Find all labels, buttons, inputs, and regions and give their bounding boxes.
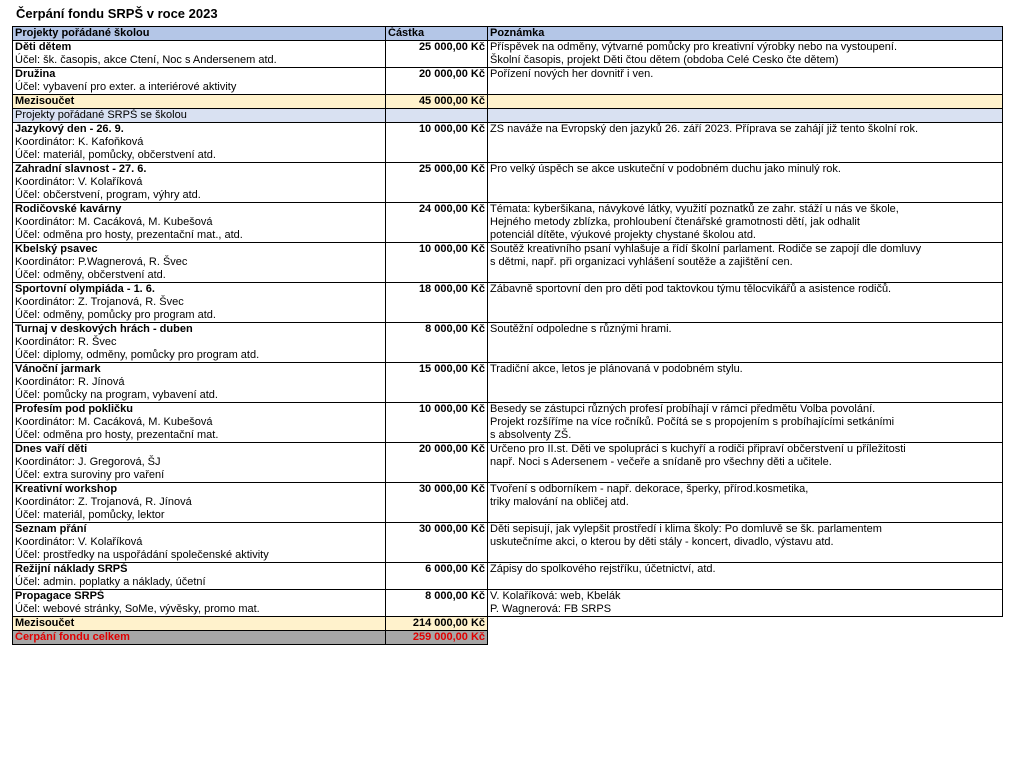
project-name: Kbelský psavec (15, 243, 98, 255)
project-amount: 24 000,00 Kč (386, 203, 488, 243)
subtotal-row-label: Mezisoučet (13, 95, 386, 109)
project-detail: Koordinátor: J. Gregorová, ŠJ (15, 456, 161, 468)
note-line: uskutečníme akci, o kterou by děti stály - koncert, divadlo, výstavu atd. (490, 536, 834, 548)
project-row (13, 483, 1003, 523)
project-note (488, 323, 1003, 363)
project-amount: 25 000,00 Kč (386, 163, 488, 203)
note-line: Zábavně sportovní den pro děti pod taktovkou týmu tělocvikářů a asistence rodičů. (490, 283, 892, 295)
project-name: Profesím pod pokličku (15, 403, 133, 415)
project-note (488, 163, 1003, 203)
note-line: Soutěž kreativního psaní vyhlašuje a řídí školní parlament. Rodiče se zapojí dle domluvy (490, 243, 922, 255)
project-note (488, 41, 1003, 68)
project-note (488, 203, 1003, 243)
project-detail: Koordinátor: R. Jínová (15, 376, 125, 388)
note-line: Školní časopis, projekt Děti čtou dětem (obdoba Celé Cesko čte dětem) (490, 54, 839, 66)
project-amount: 15 000,00 Kč (386, 363, 488, 403)
project-detail: Koordinátor: Z. Trojanová, R. Jínová (15, 496, 192, 508)
project-detail: Koordinátor: K. Kafoňková (15, 136, 144, 148)
project-row (13, 590, 1003, 617)
note-line: Pořízení nových her dovnitř i ven. (490, 68, 654, 80)
note-line: s dětmi, např. při organizaci vyhlášení soutěže a zajištění cen. (490, 256, 793, 268)
project-row (13, 163, 1003, 203)
note-line: Pro velký úspěch se akce uskuteční v podobném duchu jako minulý rok. (490, 163, 841, 175)
project-amount: 8 000,00 Kč (386, 323, 488, 363)
project-detail: Účel: občerstvení, program, výhry atd. (15, 189, 201, 201)
project-name: Zahradní slavnost - 27. 6. (15, 163, 147, 175)
subtotal-row-note (488, 95, 1003, 109)
project-row (13, 443, 1003, 483)
project-row (13, 323, 1003, 363)
project-cell (13, 483, 386, 523)
project-cell (13, 323, 386, 363)
note-line: Hejného metody zblízka, prohloubení čtenářské gramotnosti dětí, jak odhalit (490, 216, 860, 228)
project-detail: Účel: šk. časopis, akce Ctení, Noc s Andersenem atd. (15, 54, 277, 66)
project-detail: Koordinátor: V. Kolaříková (15, 536, 143, 548)
subtotal-row-2-note (488, 617, 1003, 631)
project-note (488, 590, 1003, 617)
project-note (488, 243, 1003, 283)
project-row (13, 203, 1003, 243)
project-name: Turnaj v deskových hrách - duben (15, 323, 193, 335)
note-line: Tradiční akce, letos je plánovaná v podobném stylu. (490, 363, 743, 375)
project-name: Kreativní workshop (15, 483, 118, 495)
project-amount: 10 000,00 Kč (386, 243, 488, 283)
note-line: Příspěvek na odměny, výtvarné pomůcky pro kreativní výrobky nebo na vystoupení. (490, 41, 897, 53)
page-title: Čerpání fondu SRPŠ v roce 2023 (16, 6, 218, 21)
project-row (13, 403, 1003, 443)
note-line: triky malování na obličej atd. (490, 496, 629, 508)
project-detail: Účel: pomůcky na program, vybavení atd. (15, 389, 218, 401)
section-amount (386, 109, 488, 123)
project-name: Režijní náklady SRPŠ (15, 563, 128, 575)
project-note (488, 363, 1003, 403)
project-cell (13, 68, 386, 95)
note-line: Besedy se zástupci různých profesí probíhají v rámci předmětu Volba povolání. (490, 403, 876, 415)
note-line: Témata: kyberšikana, návykové látky, využití poznatků ze zahr. stáží u nás ve škole, (490, 203, 899, 215)
note-line: Zápisy do spolkového rejstříku, účetnictví, atd. (490, 563, 716, 575)
note-line: Projekt rozšíříme na více ročníků. Počítá se s propojením s probíhajícími setkáními (490, 416, 895, 428)
project-detail: Koordinátor: M. Cacáková, M. Kubešová (15, 416, 213, 428)
project-note (488, 123, 1003, 163)
project-note (488, 523, 1003, 563)
project-name: Rodičovské kavárny (15, 203, 122, 215)
project-note (488, 68, 1003, 95)
project-detail: Koordinátor: V. Kolaříková (15, 176, 143, 188)
project-name: Děti dětem (15, 41, 72, 53)
project-detail: Účel: odměny, občerstvení atd. (15, 269, 166, 281)
note-line: P. Wagnerová: FB SRPS (490, 603, 612, 615)
subtotal-row-2-amount: 214 000,00 Kč (386, 617, 488, 631)
grand-total-row (13, 631, 1003, 645)
project-detail: Koordinátor: P.Wagnerová, R. Švec (15, 256, 188, 268)
project-amount: 10 000,00 Kč (386, 123, 488, 163)
project-amount: 10 000,00 Kč (386, 403, 488, 443)
project-detail: Účel: prostředky na uspořádání společenské aktivity (15, 549, 269, 561)
project-cell (13, 243, 386, 283)
project-detail: Účel: materiál, pomůcky, občerstvení atd. (15, 149, 216, 161)
project-detail: Účel: odměna pro hosty, prezentační mat. (15, 429, 219, 441)
project-amount: 30 000,00 Kč (386, 483, 488, 523)
note-line: Tvoření s odborníkem - např. dekorace, šperky, přírod.kosmetika, (490, 483, 809, 495)
project-row (13, 523, 1003, 563)
project-name: Propagace SRPŠ (15, 590, 105, 602)
project-name: Družina (15, 68, 56, 80)
project-cell (13, 443, 386, 483)
project-detail: Koordinátor: M. Cacáková, M. Kubešová (15, 216, 213, 228)
note-line: Děti sepisují, jak vylepšit prostředí i klima školy: Po domluvě se šk. parlamentem (490, 523, 882, 535)
project-detail: Účel: vybavení pro exter. a interiérové aktivity (15, 81, 237, 93)
grand-total-row-label: Čerpání fondu celkem (13, 631, 386, 645)
project-detail: Účel: webové stránky, SoMe, vývěsky, promo mat. (15, 603, 260, 615)
budget-table (12, 26, 1003, 645)
project-detail: Účel: materiál, pomůcky, lektor (15, 509, 165, 521)
project-name: Jazykový den - 26. 9. (15, 123, 124, 135)
subtotal-row-2-label: Mezisoučet (13, 617, 386, 631)
project-row (13, 363, 1003, 403)
project-amount: 18 000,00 Kč (386, 283, 488, 323)
project-cell (13, 563, 386, 590)
project-row (13, 41, 1003, 68)
header-row (13, 27, 1003, 41)
project-row (13, 563, 1003, 590)
project-row (13, 68, 1003, 95)
project-detail: Účel: odměna pro hosty, prezentační mat., atd. (15, 229, 243, 241)
project-amount: 6 000,00 Kč (386, 563, 488, 590)
project-cell (13, 590, 386, 617)
project-row (13, 243, 1003, 283)
project-amount: 25 000,00 Kč (386, 41, 488, 68)
project-note (488, 283, 1003, 323)
subtotal-row (13, 95, 1003, 109)
grand-total-row-amount: 259 000,00 Kč (386, 631, 488, 645)
project-detail: Účel: odměny, pomůcky pro program atd. (15, 309, 216, 321)
note-line: Určeno pro II.st. Děti ve spolupráci s kuchyří a rodiči připraví občerstvení u příležitosti (490, 443, 906, 455)
project-amount: 20 000,00 Kč (386, 443, 488, 483)
header-projects: Projekty pořádané školou (13, 27, 386, 41)
project-amount: 8 000,00 Kč (386, 590, 488, 617)
project-amount: 20 000,00 Kč (386, 68, 488, 95)
project-detail: Účel: admin. poplatky a náklady, účetní (15, 576, 206, 588)
note-line: Soutěžní odpoledne s různými hrami. (490, 323, 672, 335)
project-name: Vánoční jarmark (15, 363, 101, 375)
header-amount: Částka (386, 27, 488, 41)
project-cell (13, 523, 386, 563)
header-note: Poznámka (488, 27, 1003, 41)
note-line: V. Kolaříková: web, Kbelák (490, 590, 621, 602)
project-cell (13, 41, 386, 68)
subtotal-row-2 (13, 617, 1003, 631)
note-line: potenciál dítěte, výukové projekty chystané školou atd. (490, 229, 756, 241)
project-detail: Účel: extra suroviny pro vaření (15, 469, 165, 481)
project-name: Seznam přání (15, 523, 87, 535)
section-note (488, 109, 1003, 123)
project-detail: Účel: diplomy, odměny, pomůcky pro program atd. (15, 349, 260, 361)
project-cell (13, 163, 386, 203)
project-cell (13, 403, 386, 443)
project-name: Sportovní olympiáda - 1. 6. (15, 283, 155, 295)
note-line: s absolventy ZŠ. (490, 429, 572, 441)
project-cell (13, 283, 386, 323)
note-line: např. Noci s Adersenem - večeře a snídaně pro všechny děti a učitele. (490, 456, 832, 468)
project-note (488, 563, 1003, 590)
grand-total-row-note (488, 631, 1003, 645)
section-title: Projekty pořádané SRPŠ se školou (13, 109, 386, 123)
note-line: ZS naváže na Evropský den jazyků 26. září 2023. Příprava se zahájí již tento školní rok. (490, 123, 918, 135)
project-note (488, 443, 1003, 483)
project-note (488, 403, 1003, 443)
budget-table-body (13, 27, 1003, 645)
subtotal-row-amount: 45 000,00 Kč (386, 95, 488, 109)
project-detail: Koordinátor: Z. Trojanová, R. Švec (15, 296, 184, 308)
project-cell (13, 203, 386, 243)
project-amount: 30 000,00 Kč (386, 523, 488, 563)
section-row (13, 109, 1003, 123)
project-name: Dnes vaří děti (15, 443, 88, 455)
project-row (13, 123, 1003, 163)
project-cell (13, 123, 386, 163)
project-detail: Koordinátor: R. Švec (15, 336, 117, 348)
project-note (488, 483, 1003, 523)
project-row (13, 283, 1003, 323)
project-cell (13, 363, 386, 403)
